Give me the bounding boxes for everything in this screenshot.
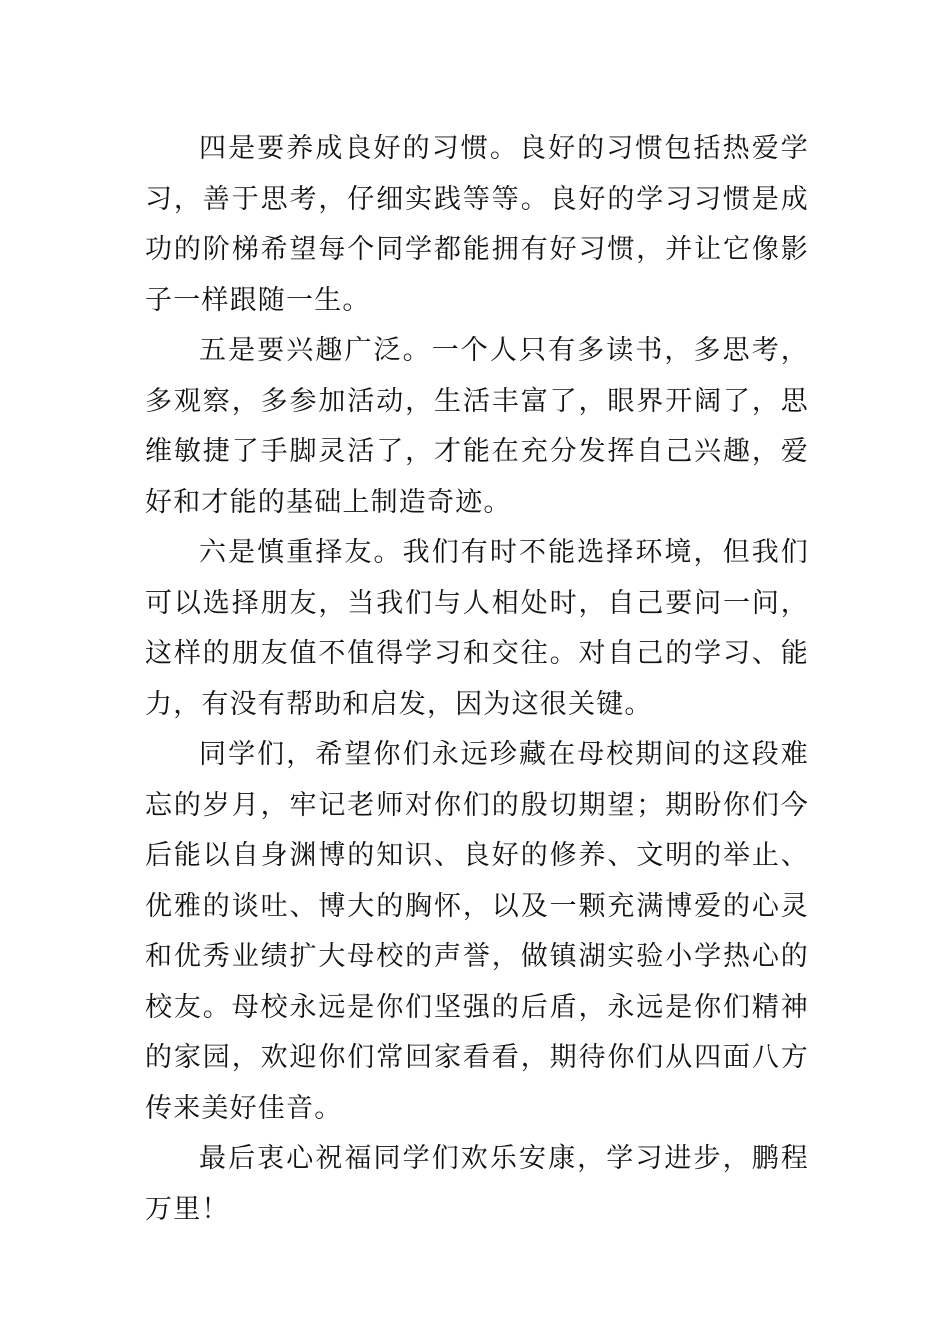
paragraph-interests: 五是要兴趣广泛。一个人只有多读书，多思考，多观察，多参加活动，生活丰富了，眼界开阔了，思维敏捷了手脚灵活了，才能在充分发挥自己兴趣，爱好和才能的基础上制造奇迹。 (145, 335, 809, 518)
paragraph-alma-mater: 同学们，希望你们永远珍藏在母校期间的这段难忘的岁月，牢记老师对你们的殷切期望；期盼你们今后能以自身渊博的知识、良好的修养、文明的举止、优雅的谈吐、博大的胸怀，以及一颗充满博爱的心灵和优秀业绩扩大母校的声誉，做镇湖实验小学热心的校友。母校永远是你们坚强的后盾，永远是你们精神的家园，欢迎你们常回家看看，期待你们从四面八方传来美好佳音。 (145, 739, 809, 1124)
paragraph-habits: 四是要养成良好的习惯。良好的习惯包括热爱学习，善于思考，仔细实践等等。良好的学习习惯是成功的阶梯希望每个同学都能拥有好习惯，并让它像影子一样跟随一生。 (145, 133, 809, 316)
paragraph-blessing: 最后衷心祝福同学们欢乐安康，学习进步，鹏程万里！ (145, 1143, 809, 1225)
document-body (145, 124, 809, 1235)
paragraph-friends: 六是慎重择友。我们有时不能选择环境，但我们可以选择朋友，当我们与人相处时，自己要问一问，这样的朋友值不值得学习和交往。对自己的学习、能力，有没有帮助和启发，因为这很关键。 (145, 537, 809, 720)
